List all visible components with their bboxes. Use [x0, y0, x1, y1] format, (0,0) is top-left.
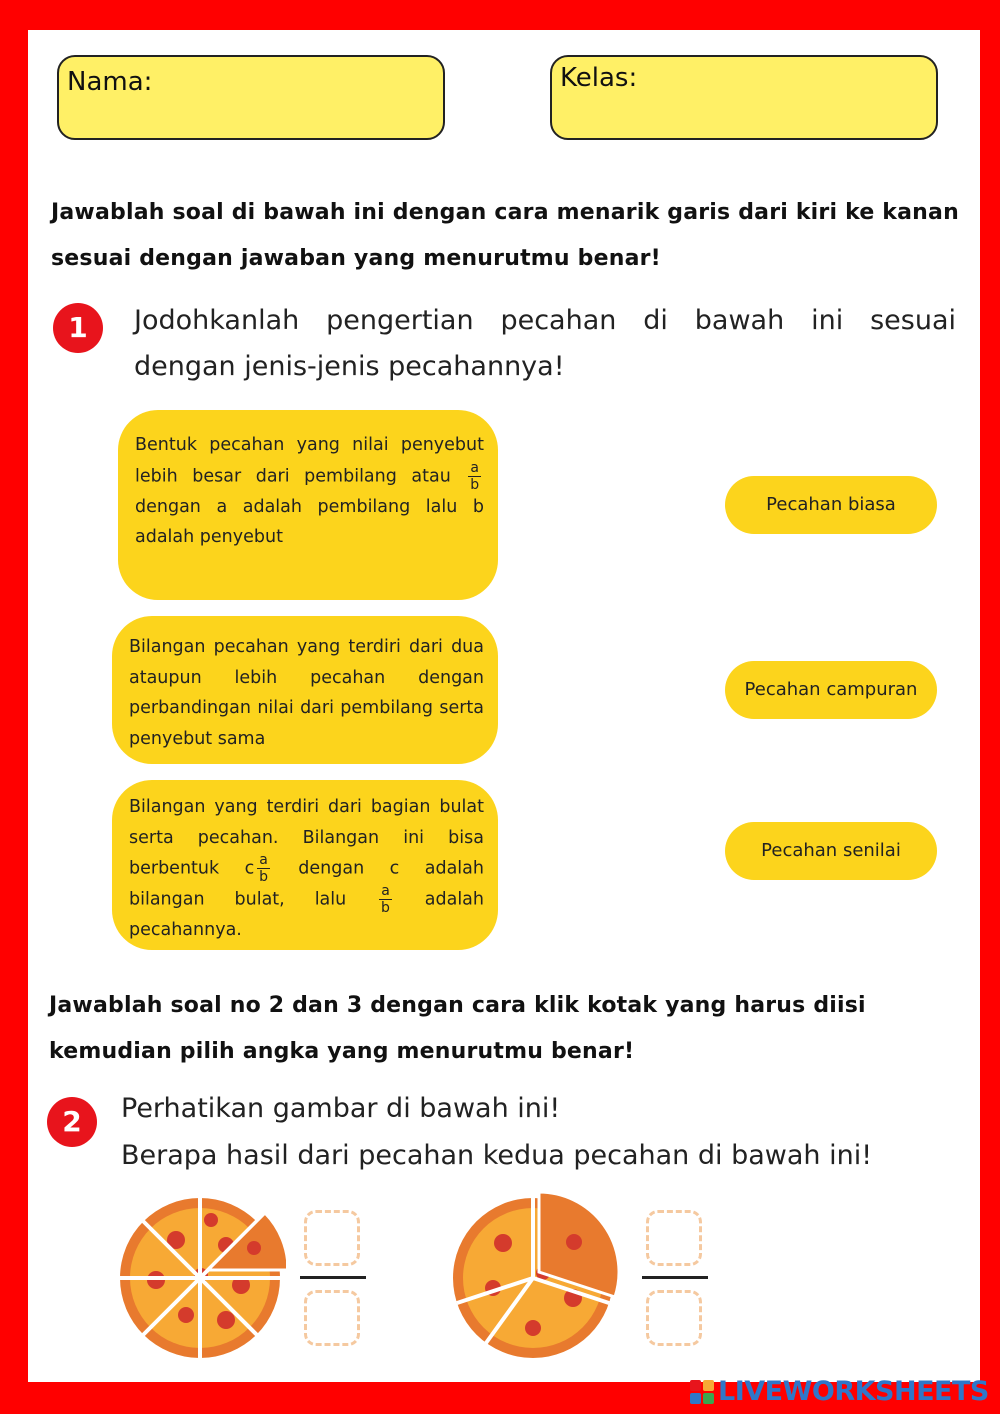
fraction-numerator: a	[470, 459, 479, 476]
fraction-denominator: b	[470, 476, 480, 493]
definition-card-3[interactable]	[112, 780, 498, 950]
name-field[interactable]	[57, 55, 445, 140]
question-2-badge: 2	[47, 1097, 97, 1147]
question-1-text: Jodohkanlah pengertian pecahan di bawah ini sesuai dengan jenis-jenis pecahannya!	[134, 305, 956, 382]
logo-text: LIVEWORKSHEETS	[718, 1376, 989, 1407]
logo-grid-icon	[690, 1380, 714, 1404]
pizza-2-denominator-box[interactable]	[646, 1290, 702, 1346]
pizza-2-numerator-box[interactable]	[646, 1210, 702, 1266]
question-1-badge: 1	[53, 303, 103, 353]
class-field[interactable]	[550, 55, 938, 140]
pizza-fifths-image	[443, 1188, 623, 1360]
question-2-line-2: Berapa hasil dari pecahan kedua pecahan di bawah ini!	[121, 1140, 873, 1171]
pizza-1-denominator-box[interactable]	[304, 1290, 360, 1346]
pizza-eighths-image	[116, 1190, 286, 1360]
definition-2-text: Bilangan pecahan yang terdiri dari dua ataupun lebih pecahan dengan perbandingan nilai dari pembilang serta penyebut sama	[129, 637, 484, 749]
instruction-2: Jawablah soal no 2 dan 3 dengan cara klik kotak yang harus diisi kemudian pilih angka yang menurutmu benar!	[49, 993, 866, 1064]
class-label: Kelas:	[560, 63, 638, 93]
answer-pecahan-biasa[interactable]: Pecahan biasa	[725, 476, 937, 534]
question-2-line-1: Perhatikan gambar di bawah ini!	[121, 1093, 561, 1124]
answer-pecahan-senilai[interactable]: Pecahan senilai	[725, 822, 937, 880]
name-label: Nama:	[67, 67, 153, 97]
definition-3-text-a: Bilangan yang terdiri dari bagian bulat serta pecahan. Bilangan ini bisa berbentuk c	[129, 797, 484, 879]
fraction-denominator: b	[381, 900, 390, 916]
definition-1-text-a: Bentuk pecahan yang nilai penyebut lebih besar dari pembilang atau	[135, 435, 484, 486]
instruction-1: Jawablah soal di bawah ini dengan cara menarik garis dari kiri ke kanan sesuai dengan jawaban yang menurutmu benar!	[51, 200, 959, 271]
answer-pecahan-campuran[interactable]: Pecahan campuran	[725, 661, 937, 719]
definition-3-text-c: adalah pecahannya.	[129, 889, 484, 940]
fraction-a-over-b	[379, 884, 392, 915]
fraction-numerator: a	[381, 883, 390, 899]
definition-1-text-b: dengan a adalah pembilang lalu b adalah penyebut	[135, 496, 484, 547]
pizza-2-fraction-line	[642, 1276, 708, 1279]
fraction-a-over-b	[257, 853, 270, 884]
definition-card-1[interactable]	[118, 410, 498, 600]
pizza-1-fraction-line	[300, 1276, 366, 1279]
definition-3-text-b: dengan c adalah bilangan bulat, lalu	[129, 858, 484, 910]
fraction-a-over-b	[468, 461, 481, 492]
fraction-numerator: a	[259, 852, 268, 868]
worksheet-page	[28, 30, 980, 1382]
fraction-denominator: b	[259, 869, 268, 885]
pizza-1-numerator-box[interactable]	[304, 1210, 360, 1266]
definition-card-2[interactable]	[112, 616, 498, 764]
